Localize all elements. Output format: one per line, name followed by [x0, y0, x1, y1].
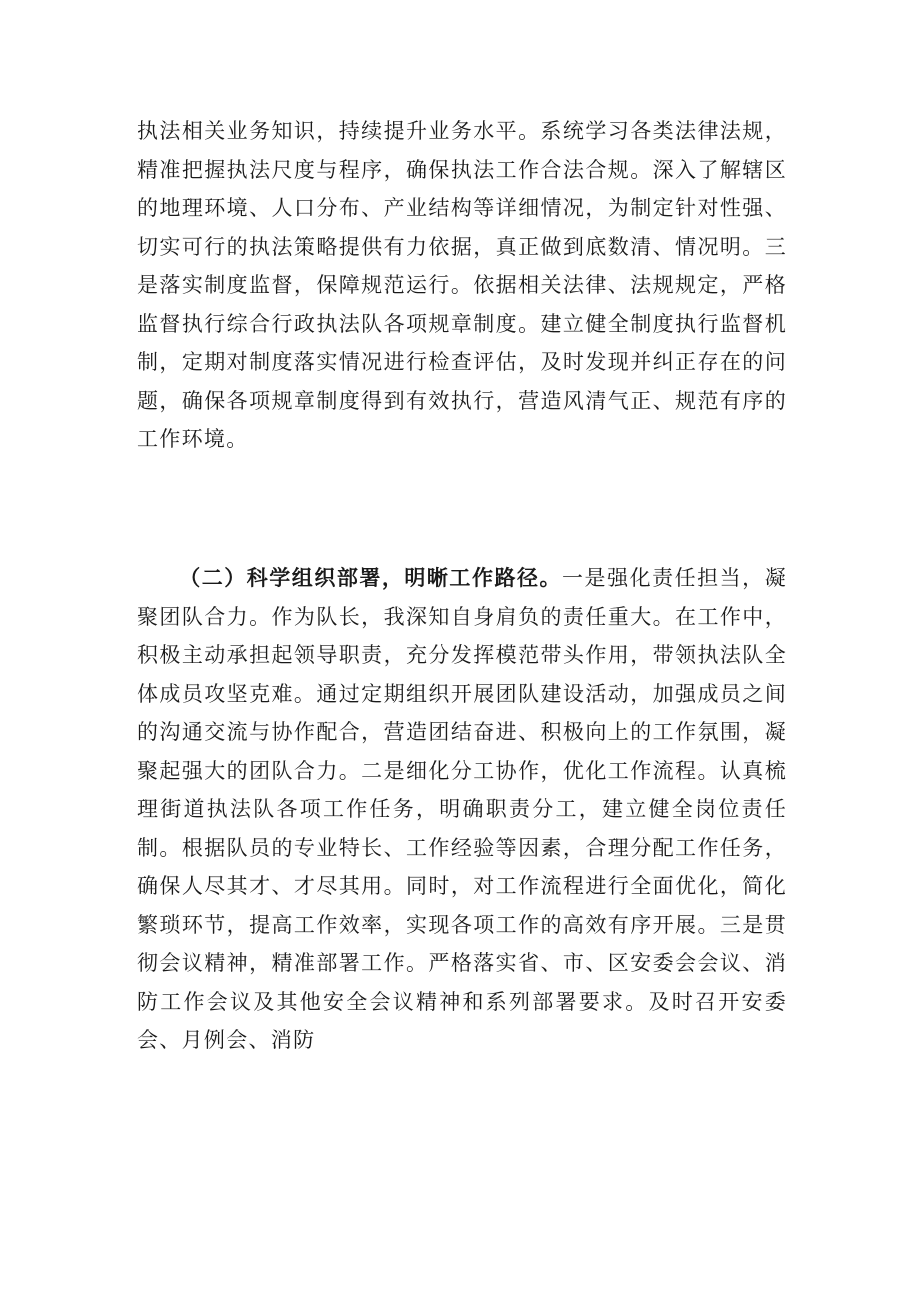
section-heading: （二）科学组织部署，明晰工作路径。 [179, 565, 563, 590]
paragraph-section-two [137, 559, 787, 1060]
paragraph-continuation: 执法相关业务知识，持续提升业务水平。系统学习各类法律法规，精准把握执法尺度与程序，确保执法工作合法合规。深入了解辖区的地理环境、人口分布、产业结构等详细情况，为制定针对性强、切实可行的执法策略提供有力依据，真正做到底数清、情况明。三是落实制度监督，保障规范运行。依据相关法律、法规规定，严格监督执行综合行政执法队各项规章制度。建立健全制度执行监督机制，定期对制度落实情况进行检查评估，及时发现并纠正存在的问题，确保各项规章制度得到有效执行，营造风清气正、规范有序的工作环境。 [137, 119, 787, 451]
section-body: 一是强化责任担当，凝聚团队合力。作为队长，我深知自身肩负的责任重大。在工作中，积极主动承担起领导职责，充分发挥模范带头作用，带领执法队全体成员攻坚克难。通过定期组织开展团队建设活动，加强成员之间的沟通交流与协作配合，营造团结奋进、积极向上的工作氛围，凝聚起强大的团队合力。二是细化分工协作，优化工作流程。认真梳理街道执法队各项工作任务，明确职责分工，建立健全岗位责任制。根据队员的专业特长、工作经验等因素，合理分配工作任务，确保人尽其才、才尽其用。同时，对工作流程进行全面优化，简化繁琐环节，提高工作效率，实现各项工作的高效有序开展。三是贯彻会议精神，精准部署工作。严格落实省、市、区安委会会议、消防工作会议及其他安全会议精神和系列部署要求。及时召开安委会、月例会、消防 [137, 566, 787, 1052]
